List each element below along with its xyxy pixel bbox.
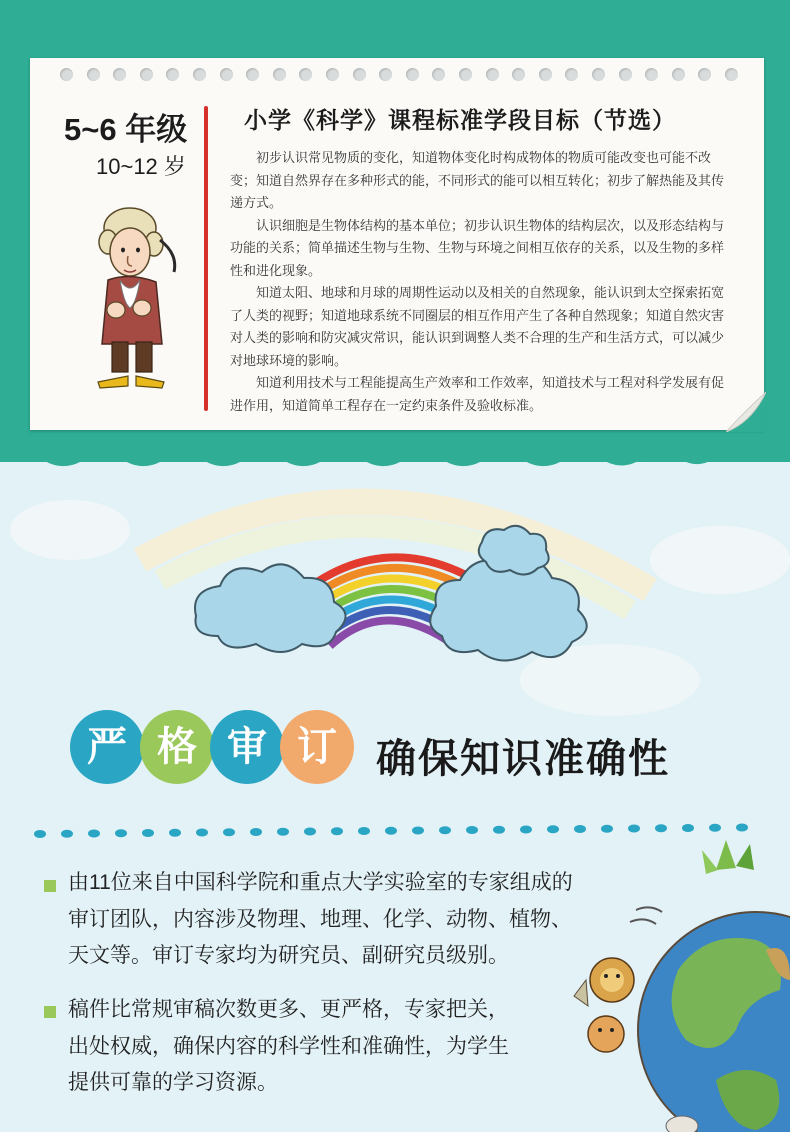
divider-dot — [250, 828, 262, 836]
point-line: 提供可靠的学习资源。 — [68, 1071, 278, 1094]
divider-dot — [34, 830, 46, 838]
card-title: 小学《科学》课程标准学段目标（节选） — [244, 107, 676, 133]
heading-char-circle: 订 — [280, 710, 354, 784]
notebook-hole — [565, 68, 578, 81]
divider-dot — [196, 829, 208, 837]
divider-dot — [547, 825, 559, 833]
notebook-hole — [273, 68, 286, 81]
heading-char-circle: 审 — [210, 710, 284, 784]
divider-dot — [169, 829, 181, 837]
notebook-hole — [379, 68, 392, 81]
divider-dot — [385, 827, 397, 835]
notebook-hole — [353, 68, 366, 81]
rainbow-with-clouds-icon — [186, 520, 636, 700]
scientist-figure-icon — [78, 204, 198, 394]
point-line: 由11位来自中国科学院和重点大学实验室的专家组成的 — [68, 871, 573, 894]
notebook-hole — [432, 68, 445, 81]
divider-dot — [277, 828, 289, 836]
divider-dot — [61, 830, 73, 838]
divider-dot — [304, 828, 316, 836]
slogan-title: 确保知识准确性 — [376, 736, 670, 782]
divider-dot — [142, 829, 154, 837]
notebook-hole — [246, 68, 259, 81]
notebook-hole — [299, 68, 312, 81]
paragraph: 初步认识常见物质的变化，知道物体变化时构成物体的物质可能改变也可能不改变；知道自然界存在多种形式的能，不同形式的能可以相互转化；初步了解热能及其传递方式。 — [230, 151, 725, 211]
notebook-hole — [166, 68, 179, 81]
divider-dot — [358, 827, 370, 835]
notebook-hole — [220, 68, 233, 81]
notebook-hole — [87, 68, 100, 81]
divider-dot — [520, 826, 532, 834]
divider-dot — [115, 829, 127, 837]
grade-label: 5~6 年级 — [64, 112, 188, 147]
notebook-hole — [326, 68, 339, 81]
point-text — [68, 865, 628, 975]
paragraph: 认识细胞是生物体结构的基本单位；初步认识生物体的结构层次，以及形态结构与功能的关系；简单描述生物与生物、生物与环境之间相互依存的关系，以及生物的多样性和进化现象。 — [230, 218, 725, 279]
divider-dot — [88, 830, 100, 838]
notebook-hole — [60, 68, 73, 81]
heading-char-circle: 严 — [70, 710, 144, 784]
top-banner — [0, 0, 790, 462]
point-line: 审订团队，内容涉及物理、地理、化学、动物、植物、 — [68, 907, 572, 931]
divider-dot — [412, 827, 424, 835]
page-curl-icon — [726, 392, 766, 432]
divider-dot — [331, 827, 343, 835]
notebook-holes — [60, 68, 750, 84]
notebook-hole — [672, 68, 685, 81]
divider-line — [204, 106, 208, 411]
divider-dot — [466, 826, 478, 834]
globe-with-animals-icon — [566, 830, 790, 1132]
point-line: 出处权威，确保内容的科学性和准确性，为学生 — [68, 1034, 509, 1058]
point-line: 天文等。审订专家均为研究员、副研究员级别。 — [68, 944, 509, 967]
notebook-hole — [619, 68, 632, 81]
heading-char-circle: 格 — [140, 710, 214, 784]
divider-dot — [439, 826, 451, 834]
notebook-hole — [512, 68, 525, 81]
point-line: 稿件比常规审稿次数更多、更严格，专家把关， — [68, 998, 509, 1021]
age-label: 10~12 岁 — [96, 154, 186, 179]
notebook-hole — [645, 68, 658, 81]
paragraph: 知道太阳、地球和月球的周期性运动以及相关的自然现象，能认识到太空探索拓宽了人类的视野；知道地球系统不同圈层的相互作用产生了各种自然现象；知道自然灾害对人类的影响和防灾减灾常识，能认识到调整人类不合理的生产和生活方式，可以减少对地球环境的影响。 — [230, 286, 725, 369]
bullet-marker — [44, 880, 56, 892]
divider-dot — [223, 828, 235, 836]
paragraph: 知道利用技术与工程能提高生产效率和工作效率，知道技术与工程对科学发展有促进作用，知道简单工程存在一定约束条件及验收标准。 — [230, 376, 725, 414]
notebook-hole — [459, 68, 472, 81]
bullet-marker — [44, 1006, 56, 1018]
notebook-hole — [698, 68, 711, 81]
notebook-hole — [140, 68, 153, 81]
standards-text — [230, 148, 730, 418]
notebook-card — [30, 58, 764, 430]
divider-dot — [493, 826, 505, 834]
heading-circles — [70, 710, 370, 790]
notebook-hole — [406, 68, 419, 81]
point-text — [68, 992, 628, 1102]
notebook-hole — [592, 68, 605, 81]
notebook-hole — [539, 68, 552, 81]
notebook-hole — [193, 68, 206, 81]
notebook-hole — [113, 68, 126, 81]
notebook-hole — [725, 68, 738, 81]
notebook-hole — [486, 68, 499, 81]
